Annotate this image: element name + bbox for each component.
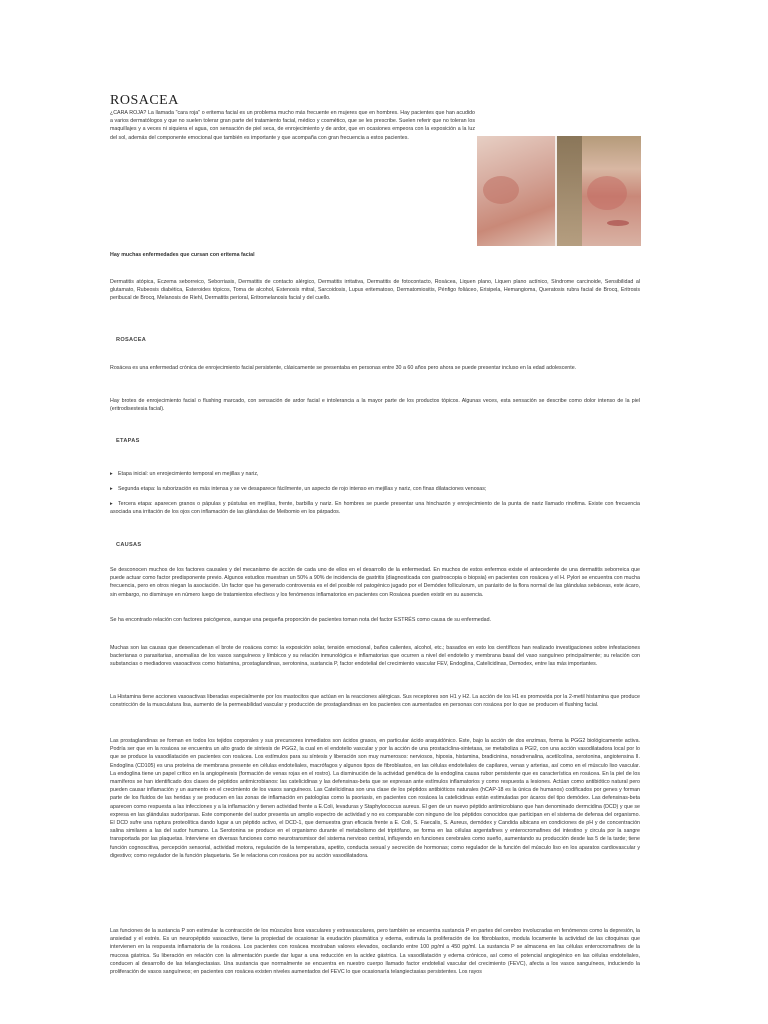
causas-paragraph-2: Se ha encontrado relación con factores psicógenos, aunque una pequeña proporción de pacientes toman nota del factor ESTRÉS como causa de su enfermedad. bbox=[110, 617, 492, 623]
photo-divider bbox=[555, 136, 557, 246]
stage-item-2 bbox=[110, 485, 640, 493]
photo-hair bbox=[556, 136, 582, 246]
bullet-arrow-icon: ▸ bbox=[110, 471, 113, 477]
stage-item-1 bbox=[110, 470, 640, 478]
bullet-arrow-icon: ▸ bbox=[110, 501, 113, 507]
photo-lips bbox=[607, 220, 629, 226]
rosacea-flushing: Hay brotes de enrojecimiento facial o flushing marcado, con sensación de ardor facial e intolerancia a la mayor parte de los productos tópicos. Algunas veces, esta sensación se describe como dolor intenso de la piel (eritrodisestesia facial). bbox=[110, 398, 640, 413]
heading-etapas: ETAPAS bbox=[116, 438, 140, 444]
rosacea-photo bbox=[477, 136, 641, 246]
stage-text: Etapa inicial: un enrojecimiento temporal en mejillas y nariz, bbox=[118, 471, 259, 477]
causas-paragraph-6: Las funciones de la sustancia P son estimular la contracción de los músculos lisos vasculares y extravasculares, pero también se encuentra sustancia P en partes del cerebro involucradas en fenómenos como la depresión, la ansiedad y el estrés. Es un neuropéptido vasoactivo, tiene la propiedad de ocasionar la exudación plasmática y edema, estimula la proliferación de los fibroblastos, modula locamente la actividad de las citoquinas que intervienen en la respuesta inflamatoria de la rosácea. Los pacientes con rosácea mostraban valores elevados, oscilando entre 100 pg/ml a 450 pg/ml. La sustancia P se almacena en las células enterocromafines de la mucosa gástrica. Su liberación en relación con la alimentación puede dar lugar a una reducción en la acidez gástrica. La vasodilatación y edema crónicos, así como el potencial angiogénico en las células endoteliales, conducen al desarrollo de las telangiectasias. Una sustancia que normalmente se encuentra en nuestro cuerpo llamado factor endotelial vascular del crecimiento (FEVC), afecta a los vasos sanguíneos, induciendo la proliferación de vasos sanguíneos; en pacientes con rosácea existen niveles aumentados del FEVC lo que ocasionaría telangiectasias persistentes. Los rayos bbox=[110, 928, 640, 976]
causas-paragraph-4: La Histamina tiene acciones vasoactivas liberadas especialmente por los mastocitos que actúan en la reacciones alérgicas. Sus receptores son H1 y H2. La acción de los H1 es promovida por la 2-metil histamina que produce constricción de la musculatura lisa, aumento de la permeabilidad vascular y producción de prostaglandinas en los pacientes con aumentados en personas con rosácea por lo que se producen el flushing facial. bbox=[110, 694, 640, 709]
heading-rosacea: ROSACEA bbox=[116, 337, 147, 343]
intro-paragraph bbox=[110, 109, 475, 142]
photo-right-cheek-redness bbox=[587, 176, 627, 210]
bullet-arrow-icon: ▸ bbox=[110, 486, 113, 492]
rosacea-definition: Rosácea es una enfermedad crónica de enrojecimiento facial persistente, clásicamente se presentaba en personas entre 30 a 60 años pero ahora se puede presentar incluso en la edad adolescente. bbox=[110, 365, 577, 371]
stage-text: Tercera etapa: aparecen granos o pápulas y pústulas en mejillas, frente, barbilla y nariz. En hombres se puede presentar una hinchazón y enrojecimiento de la punta de nariz llamado rinofima. Existe con frecuencia asociada una irritación de los ojos con inflamación de las glándulas de Meibomio en los párpados. bbox=[110, 501, 640, 516]
causas-paragraph-5: Las prostaglandinas se forman en todos los tejidos corporales y sus precursores inmediatos son ácidos grasos, en particular ácido araquidónico. Este, bajo la acción de dos enzimas, forma la PGG2 biológicamente activa. Podría ser que en la rosácea se encuentra un alto grado de síntesis de PGG2, la cual en el endotelio vascular y por la acción de una prostaciclina-sintetasa, se metaboliza a PGI2, con una acción vasodilatadora local por lo que se produce la vasodilatación en pacientes con rosácea. Los estímulos para su síntesis y liberación son muy numerosos: nerviosos, hipoxia, histamina, bradicinina, noradrenalina, acetilcolina, serotonina, angiotensina II. Endoglina (CD105) es una proteína de membrana presente en células endoteliales, macrófagos y algunos tipos de fibroblastos, en las células endoteliales de capilares, venas y arterias, así como en el músculo liso vascular. La endoglina tiene un papel crítico en la angiogénesis (formación de venas rojas en el rostro). La disminución de la actividad genética de la endoglina causa rubor persistente que es característica en rosácea. En la piel de los mamíferos se han identificado dos clases de péptidos antimicrobianos: las catelicidinas y las defensinas-beta que se expresan ante estímulos inflamatorios y como respuesta a lesiones. Actúan como antibiótico natural pero pueden causar inflamación y un aumento en el crecimiento de los vasos sanguíneos. Las Catelicidinas son una clase de los péptidos antibióticos naturales (hCAP-18 es la única de humanos) codificados por genes y forman parte de los fluidos de las heridas y se producen en las zonas de inflamación en patologías como la psoriasis, en pacientes con rosácea la catelicidinas están estimuladas por ácaros del tipo demódex. Las defensinas-beta aparecen como respuesta a las infecciones y a la inflamación y tienen actividad frente a E.Coli, levaduras y Staphylococcus aureus. El gen de un nuevo péptido antimicrobiano que han denominado dermcidina (DCD) y que se expresa en las glándulas sudoríparas. Este componente del sudor presenta un amplio espectro de actividad y no es comparable con ninguno de los péptidos conocidos que participan en el sistema de defensa del organismo. El DCD sufre una ruptura proteolítica dando lugar a un péptido activo, el DCD-1, que demuestra gran eficacia frente a E. Coli, S. Faecalis, S. Aureus, demódex y Candida albicans en condiciones de pH y de concentración salina similares a las del sudor humano. La Serotonina se produce en el organismo durante el metabolismo del triptófano, se forma en las células argentafines y enterocromafines del intestino y circula por la sangre transportada por las plaquetas. Interviene en diversas funciones como neurotransmisor del sistema nervioso central, influyendo en funciones cerebrales como sueño, aumentando su producción desde las 5 de la tarde; tiene función cognoscitiva, percepción sensorial, actividad motora, regulación de la temperatura, apetito, conducta sexual y secreción de hormonas; como regulador de la función del músculo liso en los aparatos cardiovascular y digestivo; como regulador de la función plaquetaria. Se le relaciona con rosácea por su acción vasodilatadora. bbox=[110, 738, 640, 859]
stage-item-3 bbox=[110, 500, 640, 516]
causas-paragraph-1: Se desconocen muchos de los factores causales y del mecanismo de acción de cada uno de ellos en el desarrollo de la enfermedad. En muchos de estos enfermos existe el antecedente de una dermatitis seborreica que puede actuar como factor predisponente previo. Algunos estudios muestran un 50% a 90% de incidencia de gastritis (diagnosticada con gastroscopia o biopsia) en pacientes con rosácea y el H. Pylori se encuentra con mucha frecuencia, pero en otros niegan la asociación. Un factor que ha generado controversia es el del posible rol patogénico jugado por el Demódex folliculorum, un parásito de la flora normal de las glándulas sebáceas, este ácaro, sin embargo, no disminuye en número luego de tratamientos efectivos y los fenómenos inflamatorios en pacientes con Rosácea pueden existir en su ausencia. bbox=[110, 567, 640, 598]
intro-text: ¿CARA ROJA? La llamada "cara roja" o eritema facial es un problema mucho más frecuente en mujeres que en hombres. Hay pacientes que han acudido a varios dermatólogos y que no suelen tolerar gran parte del tratamiento facial, médico y cosmético, que se les prescribe. Suelen referir que no toleran los maquillajes y a veces ni siquiera el agua, con sensación de piel seca, de enrojecimiento y de ardor, que en ocasiones empeora con la exposición a la luz del sol, además del componente emocional que también es importante y que acompaña con gran frecuencia a estos pacientes. bbox=[110, 110, 475, 141]
diseases-paragraph: Dermatitis atópica, Eczema seborreico, Seborriasis, Dermatitis de contacto alérgico, Dermatitis irritativa, Dermatitis de fotocontacto, Rosácea, Liquen plano, Liquen plano actínico, Síndrome carcinoide, Sensibilidad al glutamato, Rubeosis diabética, Esteroides tópicos, Toma de alcohol, Estenosis mitral, Sarcoidosis, Lupus eritematoso, Dermatomiositis, Pénfigo foliáceo, Erisipela, Hemangioma, Queratosis rubra facial de Brocq, Eritrosis peribucal de Brocq, Melanosis de Riehl, Dermatitis perioral, Eritromelanosis facial y del cuello. bbox=[110, 279, 640, 302]
photo-caption: Hay muchas enfermedades que cursan con eritema facial bbox=[110, 252, 255, 258]
stage-text: Segunda etapa: la ruborización es más intensa y se ve desaparece fácilmente, un aspecto de rojo intenso en mejillas y nariz, con finas dilataciones venosas; bbox=[118, 486, 487, 492]
photo-left-cheek-redness bbox=[483, 176, 519, 204]
page-title: ROSACEA bbox=[110, 93, 179, 108]
causas-paragraph-3: Muchas son las causas que desencadenan el brote de rosácea como: la exposición solar, tensión emocional, baños calientes, alcohol, etc.; basados en esto los científicos han realizado investigaciones sobre infestaciones bacterianas o parasitarias, anomalías de los vasos sanguíneos y límbicos y su relación inmunológica e inflamatorias que ocurren a nivel del endotelio y membrana basal del vaso sanguíneo principalmente; su relación con substancias o mediadores vasoactivos como histamina, prostaglandinas, serotonina, sustancia P, factor endotelial del crecimiento vascular FEV, Endoglina, Catelicidinas, Demodex, entre las más importantes. bbox=[110, 645, 640, 668]
heading-causas: CAUSAS bbox=[116, 542, 142, 548]
